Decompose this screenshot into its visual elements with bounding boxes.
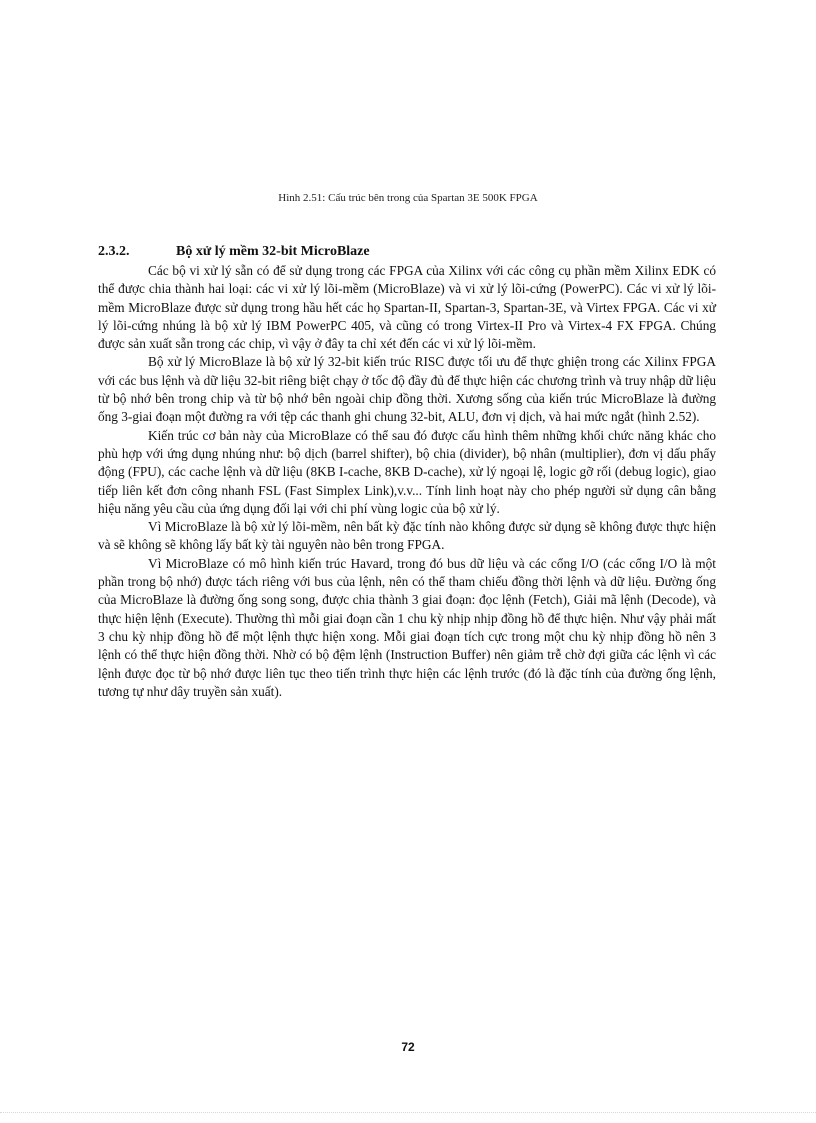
paragraph: Bộ xử lý MicroBlaze là bộ xử lý 32-bit kiến trúc RISC được tối ưu để thực ghiện trong các Xilinx FPGA với các bus lệnh và dữ liệu 32-bit riêng biệt chạy ở tốc độ đầy đủ để thực hiện các chương trình và truy nhập dữ liệu từ bộ nhớ bên trong chip và từ bộ nhớ bên ngoài chip đồng thời. Xương sống của kiến trúc MicroBlaze là đường ống 3-giai đoạn một đường ra với tệp các thanh ghi chung 32-bit, ALU, đơn vị dịch, và hai mức ngắt (hình 2.52). xyxy=(98,354,716,425)
paragraph: Vì MicroBlaze có mô hình kiến trúc Havard, trong đó bus dữ liệu và các cổng I/O (các cổng I/O là một phần trong bộ nhớ) được tách riêng với bus của lệnh, nên có thể tham chiếu đồng thời lệnh và dữ liệu. Đường ống của MicroBlaze là đường ống song song, được chia thành 3 giai đoạn: đọc lệnh (Fetch), Giải mã lệnh (Decode), và thực hiện lệnh (Execute). Thường thì mỗi giai đoạn cần 1 chu kỳ nhịp nhịp đồng hồ để thực hiện. Như vậy phải mất 3 chu kỳ nhịp đồng hồ để một lệnh thực hiện xong. Mỗi giai đoạn tích cực trong một chu kỳ nhịp đồng hồ nên 3 lệnh có thể thực hiện đồng thời. Nhờ có bộ đệm lệnh (Instruction Buffer) nên giảm trễ chờ đợi giữa các lệnh vì các lệnh được đọc từ bộ nhớ được liên tục theo tiến trình thực hiện các lệnh trước (đó là đặc tính của đường ống lệnh, tương tự như dây truyền sản xuất). xyxy=(98,555,716,699)
paragraph: Vì MicroBlaze là bộ xử lý lõi-mềm, nên bất kỳ đặc tính nào không được sử dụng sẽ không được thực hiện và sẽ không sẽ không lấy bất kỳ tài nguyên nào bên trong FPGA. xyxy=(98,519,716,553)
section-number: 2.3.2. xyxy=(98,244,130,259)
section-title: Bộ xử lý mềm 32-bit MicroBlaze xyxy=(176,244,370,259)
paragraph: Các bộ vi xử lý sẵn có để sử dụng trong các FPGA của Xilinx với các công cụ phần mềm Xilinx EDK có thể được chia thành hai loại: các vi xử lý lõi-mềm (MicroBlaze) và vi xử lý lõi-cứng (PowerPC). Các vi xử lý lõi-mềm MicroBlaze được sử dụng trong hầu hết các họ Spartan-II, Spartan-3, Spartan-3E, và Virtex FPGA. Các vi xử lý lõi-cứng nhúng là bộ xử lý IBM PowerPC 405, và cũng có trong Virtex-II Pro và Virtex-4 FX FPGA. Chúng được sản xuất sẵn trong các chip, vì vậy ở đây ta chỉ xét đến các vi xử lý lõi-mềm. xyxy=(98,263,716,352)
figure-caption: Hình 2.51: Cấu trúc bên trong của Spartan 3E 500K FPGA xyxy=(278,192,538,204)
page-divider xyxy=(0,1112,816,1113)
body-text xyxy=(98,262,716,701)
paragraph: Kiến trúc cơ bản này của MicroBlaze có thể sau đó được cấu hình thêm những khối chức năng khác cho phù hợp với ứng dụng nhúng như: bộ dịch (barrel shifter), bộ chia (divider), bộ nhân (multiplier), đơn vị dấu phẩy động (FPU), các cache lệnh và dữ liệu (8KB I-cache, 8KB D-cache), xử lý ngoại lệ, logic gỡ rối (debug logic), giao tiếp liên kết đơn công nhanh FSL (Fast Simplex Link),v.v... Tính linh hoạt này cho phép người sử dụng cân bằng hiệu năng yêu cầu của ứng dụng đối lại với chi phí vùng logic của bộ xử lý. xyxy=(98,427,716,516)
page-number: 72 xyxy=(401,1040,415,1054)
section-heading xyxy=(98,244,370,260)
